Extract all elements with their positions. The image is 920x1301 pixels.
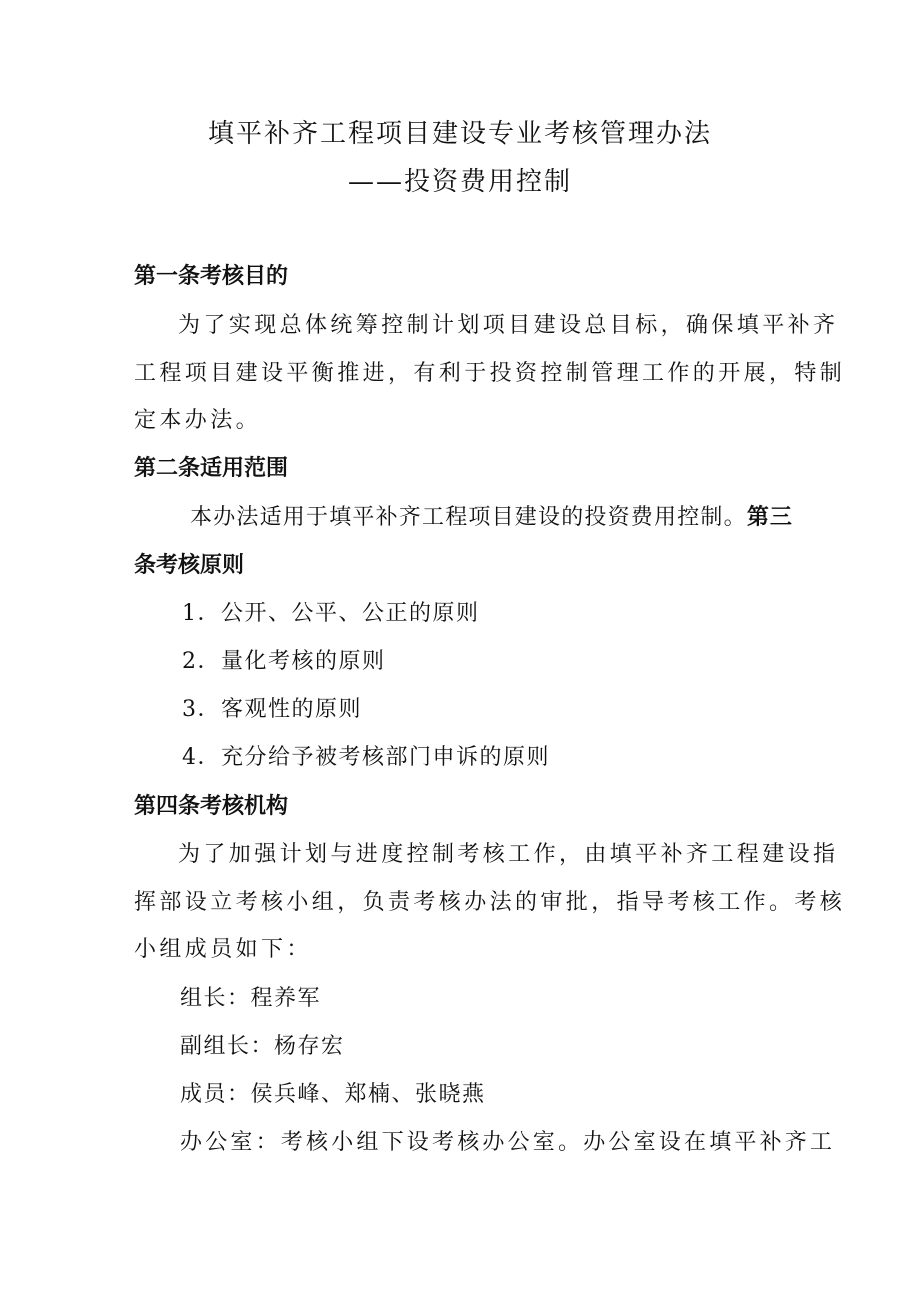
- article-2-heading: 第二条适用范围: [134, 456, 289, 481]
- article-3-heading: 条考核原则: [134, 553, 245, 578]
- principle-item: 1．公开、公平、公正的原则: [182, 601, 480, 626]
- article-4-paragraph-line: 挥部设立考核小组，负责考核办法的审批，指导考核工作。考核: [134, 890, 846, 915]
- member-leader: 组长：程养军: [180, 986, 322, 1011]
- article-2-paragraph-line: [190, 503, 793, 533]
- office-line: 办公室：考核小组下设考核办公室。办公室设在填平补齐工: [180, 1130, 836, 1155]
- article-4-paragraph-line: 小组成员如下：: [134, 937, 312, 962]
- article-4-heading: 第四条考核机构: [134, 794, 289, 819]
- member-deputy-leader: 副组长：杨存宏: [180, 1034, 345, 1059]
- article-4-paragraph-line: 为了加强计划与进度控制考核工作，由填平补齐工程建设指: [178, 842, 839, 867]
- principle-item: 2．量化考核的原则: [182, 649, 386, 674]
- document-subtitle: ——投资费用控制: [347, 167, 572, 197]
- principle-item: 4．充分给予被考核部门申诉的原则: [182, 745, 550, 770]
- article-3-heading-start: 第三: [746, 505, 793, 530]
- article-2-text: 本办法适用于填平补齐工程项目建设的投资费用控制。: [190, 505, 747, 530]
- article-1-paragraph-line: 定本办法。: [134, 408, 262, 433]
- principle-item: 3．客观性的原则: [182, 697, 362, 722]
- member-list: 成员：侯兵峰、郑楠、张晓燕: [180, 1082, 486, 1107]
- document-title: 填平补齐工程项目建设专业考核管理办法: [207, 119, 712, 149]
- article-1-heading: 第一条考核目的: [134, 264, 289, 289]
- article-1-paragraph-line: 为了实现总体统筹控制计划项目建设总目标，确保填平补齐: [178, 313, 839, 338]
- article-1-paragraph-line: 工程项目建设平衡推进，有利于投资控制管理工作的开展，特制: [134, 361, 846, 386]
